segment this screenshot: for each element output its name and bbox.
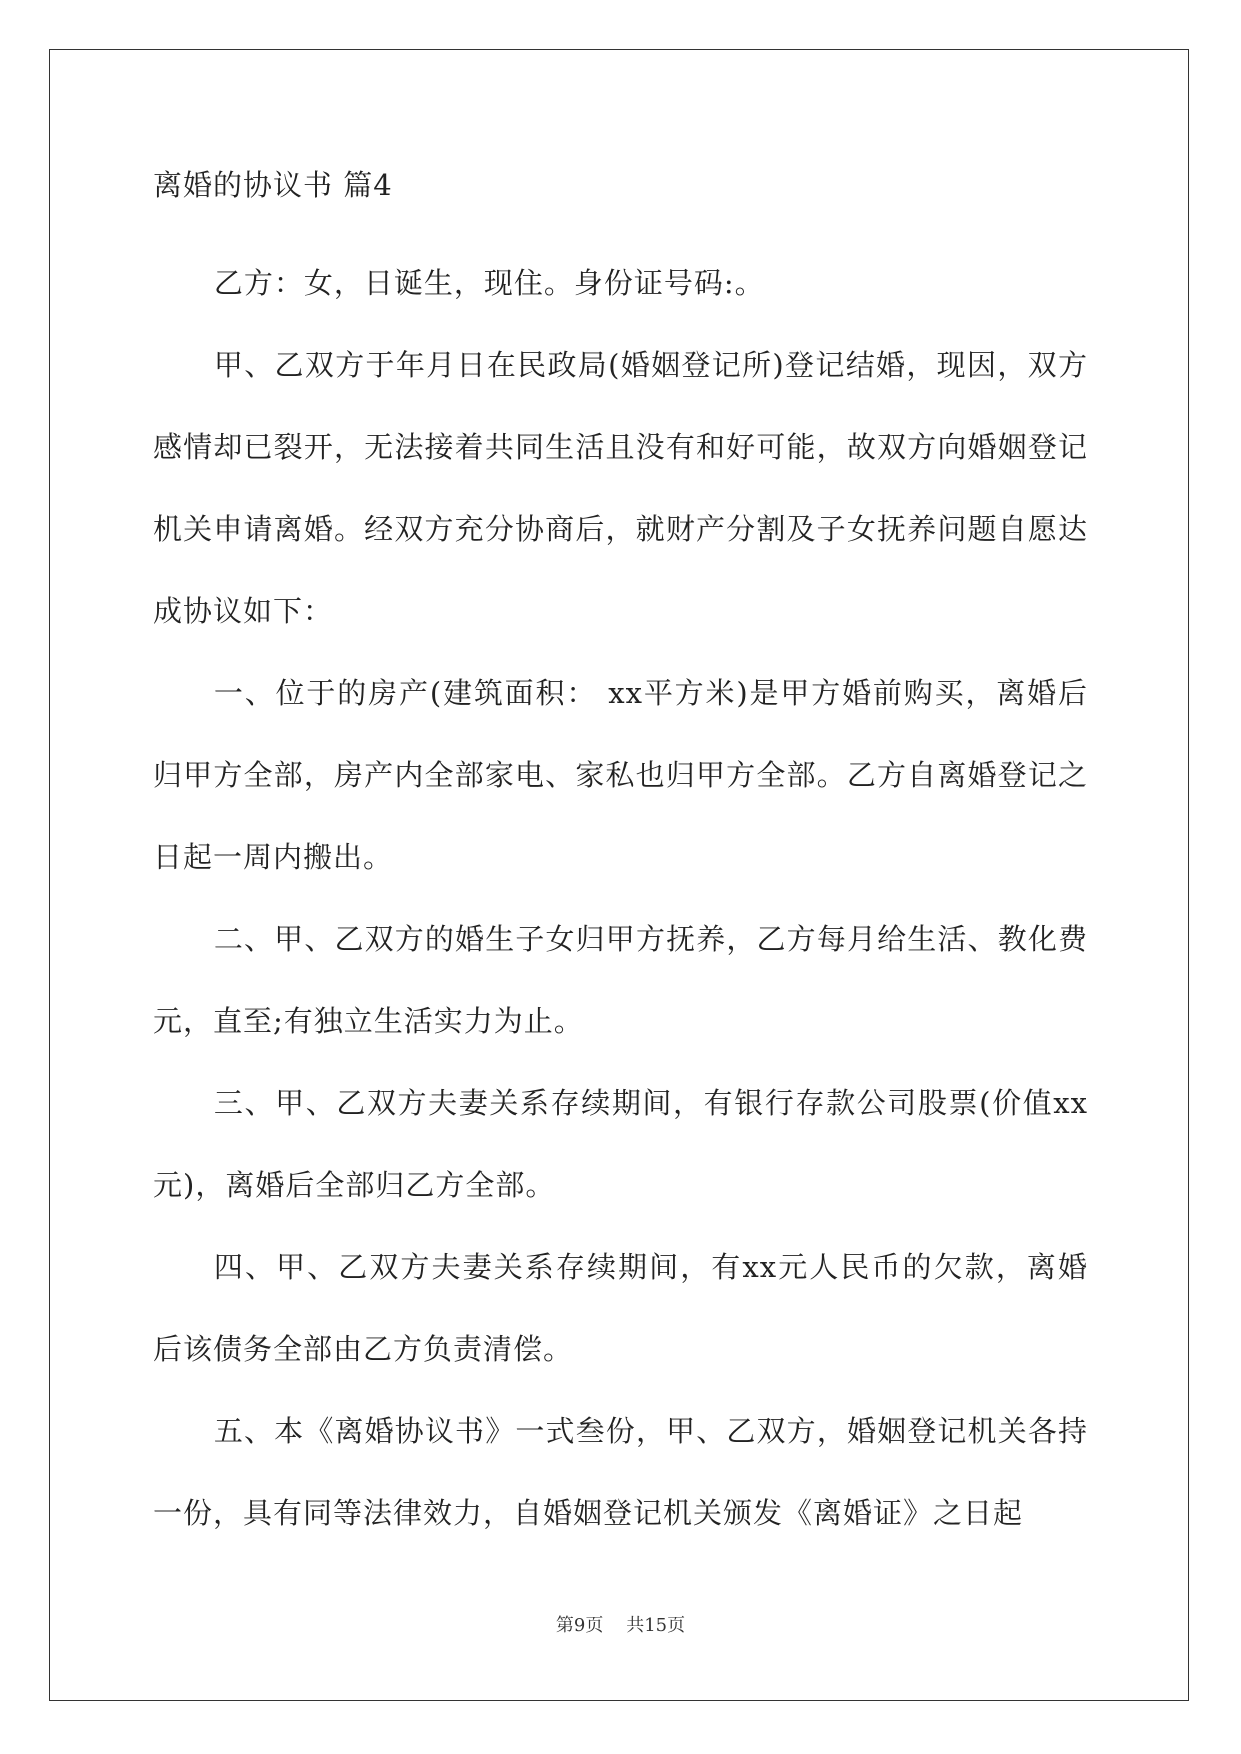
paragraph-clause-5: 五、本《离婚协议书》一式叁份，甲、乙双方，婚姻登记机关各持一份，具有同等法律效力，自婚姻登记机关颁发《离婚证》之日起 — [153, 1414, 1088, 1530]
paragraph-party-b: 乙方：女，日诞生，现住。身份证号码:。 — [213, 266, 765, 300]
document-body — [153, 160, 1088, 1554]
paragraph-preamble: 甲、乙双方于年月日在民政局(婚姻登记所)登记结婚，现因，双方感情却已裂开，无法接着共同生活且没有和好可能，故双方向婚姻登记机关申请离婚。经双方充分协商后，就财产分割及子女抚养问题自愿达成协议如下： — [153, 348, 1088, 628]
paragraph-clause-3: 三、甲、乙双方夫妻关系存续期间，有银行存款公司股票(价值xx元)，离婚后全部归乙方全部。 — [153, 1086, 1088, 1202]
paragraph-clause-1: 一、位于的房产(建筑面积： xx平方米)是甲方婚前购买，离婚后归甲方全部，房产内全部家电、家私也归甲方全部。乙方自离婚登记之日起一周内搬出。 — [153, 676, 1088, 874]
paragraph-clause-2: 二、甲、乙双方的婚生子女归甲方抚养，乙方每月给生活、教化费元，直至;有独立生活实力为止。 — [153, 922, 1088, 1038]
paragraph-clause-4: 四、甲、乙双方夫妻关系存续期间，有xx元人民币的欠款，离婚后该债务全部由乙方负责清偿。 — [153, 1250, 1088, 1366]
document-title: 离婚的协议书 篇4 — [153, 168, 393, 202]
page-number-footer: 第9页 共15页 — [555, 1615, 686, 1636]
